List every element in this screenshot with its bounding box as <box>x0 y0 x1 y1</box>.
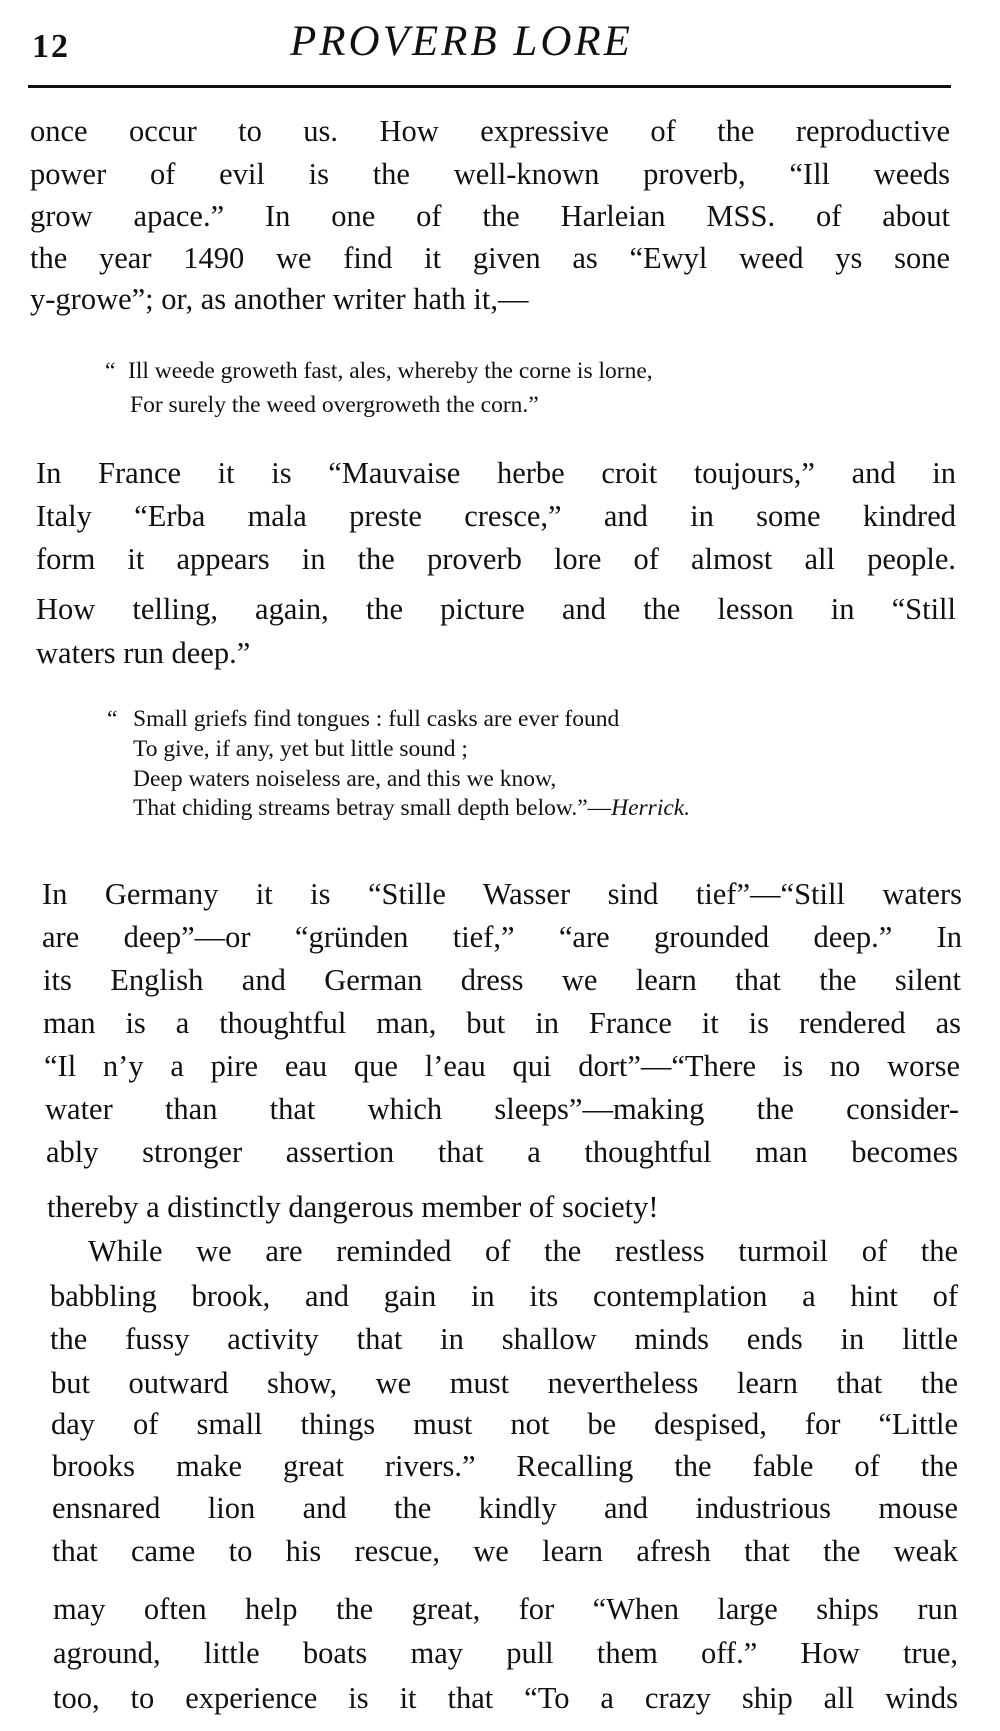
text-line: waters run deep.” <box>36 636 251 670</box>
text-line: How telling, again, the picture and the lesson in “Still <box>36 592 956 626</box>
quote-line-text: That chiding streams betray small depth below.”— <box>133 795 612 821</box>
quote-line: Ill weede groweth fast, ales, whereby the corne is lorne, <box>128 358 653 384</box>
text-line: day of small things must not be despised, for “Little <box>51 1407 958 1441</box>
text-line: its English and German dress we learn that the silent <box>43 963 961 997</box>
quote-line: For surely the weed overgroweth the corn.” <box>130 392 539 418</box>
header-rule <box>28 85 951 88</box>
running-title: PROVERB LORE <box>290 18 633 65</box>
page-number: 12 <box>32 28 70 65</box>
text-line: ably stronger assertion that a thoughtful man becomes <box>46 1135 958 1169</box>
text-line: but outward show, we must nevertheless learn that the <box>51 1366 958 1400</box>
quote-line <box>133 794 690 822</box>
text-line: grow apace.” In one of the Harleian MSS. of about <box>30 199 950 233</box>
text-line: Italy “Erba mala preste cresce,” and in some kindred <box>36 499 956 533</box>
text-line: the fussy activity that in shallow minds ends in little <box>50 1322 958 1356</box>
text-line: y-growe”; or, as another writer hath it,— <box>30 282 529 316</box>
text-line: may often help the great, for “When large ships run <box>53 1592 958 1626</box>
text-line: In Germany it is “Stille Wasser sind tief”—“Still waters <box>42 877 962 911</box>
text-line: “Il n’y a pire eau que l’eau qui dort”—“There is no worse <box>44 1049 960 1083</box>
text-line: man is a thoughtful man, but in France it is rendered as <box>43 1006 961 1040</box>
text-line: power of evil is the well-known proverb, “Ill weeds <box>30 157 950 191</box>
text-line: brooks make great rivers.” Recalling the fable of the <box>52 1449 958 1483</box>
text-line: aground, little boats may pull them off.” How true, <box>53 1636 958 1670</box>
text-line: water than that which sleeps”—making the consider- <box>45 1092 959 1126</box>
text-line: that came to his rescue, we learn afresh that the weak <box>52 1534 958 1568</box>
text-line: too, to experience is it that “To a crazy ship all winds <box>53 1681 958 1715</box>
text-line: babbling brook, and gain in its contemplation a hint of <box>50 1279 958 1313</box>
quote-attribution: Herrick. <box>611 795 691 821</box>
text-line: the year 1490 we find it given as “Ewyl weed ys sone <box>30 241 950 275</box>
text-line: once occur to us. How expressive of the reproductive <box>30 114 950 148</box>
quote-line: Deep waters noiseless are, and this we know, <box>133 766 557 792</box>
open-quote-mark: “ <box>105 358 116 384</box>
text-line: are deep”—or “gründen tief,” “are grounded deep.” In <box>42 920 962 954</box>
text-line: While we are reminded of the restless turmoil of the <box>88 1234 958 1268</box>
quote-line: To give, if any, yet but little sound ; <box>133 736 468 762</box>
open-quote-mark: “ <box>107 706 118 732</box>
quote-line: Small griefs find tongues : full casks are ever found <box>133 706 620 732</box>
text-line: ensnared lion and the kindly and industrious mouse <box>52 1491 958 1525</box>
text-line: In France it is “Mauvaise herbe croit toujours,” and in <box>36 456 956 490</box>
text-line: form it appears in the proverb lore of almost all people. <box>36 542 956 576</box>
text-line: thereby a distinctly dangerous member of society! <box>47 1190 659 1224</box>
